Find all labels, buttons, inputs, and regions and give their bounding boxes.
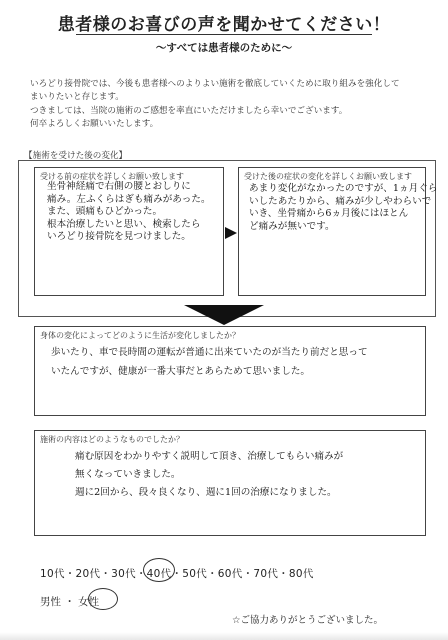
- before-symptoms-answer: [47, 181, 211, 244]
- handwritten-line: 無くなっていきました。: [75, 469, 181, 480]
- intro-line: いろどり接骨院では、今後も患者様へのよりよい施術を徹底していくために取り組みを強化して: [30, 79, 400, 89]
- selected-gender-circle: [88, 588, 118, 610]
- age-options: 10代・20代・30代・40代・50代・60代・70代・80代: [40, 568, 314, 580]
- handwritten-line: いろどり接骨院を見つけました。: [47, 231, 191, 243]
- handwritten-line: いしたあたりから、痛みが少しやわらいで: [249, 195, 432, 207]
- arrow-down-icon: [184, 304, 264, 326]
- treatment-impression-answer: [75, 448, 343, 502]
- handwritten-line: 歩いたり、車で長時間の運転が普通に出来ていたのが当たり前だと思って: [51, 347, 368, 358]
- after-symptoms-label: 受けた後の症状の変化を詳しくお願い致します: [244, 172, 412, 181]
- handwritten-line: 痛み。左ふくらはぎも痛みがあった。: [47, 193, 211, 205]
- gender-options: 男性 ・ 女性: [40, 596, 100, 608]
- section-label: 【施術を受けた後の変化】: [24, 151, 128, 161]
- arrow-right-icon: [224, 226, 238, 240]
- handwritten-line: 週に2回から、段々良くなり、週に1回の治療になりました。: [75, 487, 337, 498]
- handwritten-line: いたんですが、健康が一番大事だとあらためて思いました。: [51, 366, 311, 377]
- intro-line: まいりたいと存じます。: [30, 92, 124, 103]
- page-subtitle: ～すべては患者様のために～: [155, 42, 293, 54]
- life-change-label: 身体の変化によってどのように生活が変化しましたか？: [40, 331, 240, 340]
- handwritten-line: 痛む原因をわかりやすく説明して頂き、治療してもらい痛みが: [75, 451, 344, 462]
- intro-line: つきましては、当院の施術のご感想を率直にいただけましたら幸いでございます。: [30, 105, 348, 116]
- intro-line: 何卒よろしくお願いいたします。: [30, 119, 159, 130]
- page-title: 患者様のお喜びの声を聞かせてください！: [57, 15, 391, 35]
- after-symptoms-box: [238, 167, 438, 296]
- intro-text: [30, 78, 430, 132]
- treatment-impression-box: [34, 430, 426, 536]
- handwritten-line: いき、坐骨痛から6ヵ月後にはほとん: [249, 208, 409, 220]
- selected-age-circle: [143, 558, 175, 582]
- title-underline: [76, 34, 372, 35]
- life-change-box: [34, 326, 426, 416]
- treatment-impression-label: 施術の内容はどのようなものでしたか？: [40, 435, 184, 444]
- handwritten-line: 根本治療したいと思い、検索したら: [47, 218, 201, 230]
- thanks-note: ☆ご協力ありがとうございました。: [232, 615, 384, 626]
- handwritten-line: 坐骨神経痛で右側の腰とおしりに: [47, 181, 191, 192]
- handwritten-line: あまり変化がなかったのですが、1ヵ月ぐら: [249, 183, 438, 194]
- handwritten-line: また、頭痛もひどかった。: [47, 206, 163, 218]
- before-symptoms-box: [34, 167, 224, 296]
- page-edge: [0, 632, 448, 640]
- handwritten-line: ど痛みが無いです。: [249, 220, 335, 232]
- after-symptoms-answer: [249, 183, 437, 233]
- life-change-answer: [51, 343, 368, 381]
- before-symptoms-label: 受ける前の症状を詳しくお願い致します: [40, 172, 184, 181]
